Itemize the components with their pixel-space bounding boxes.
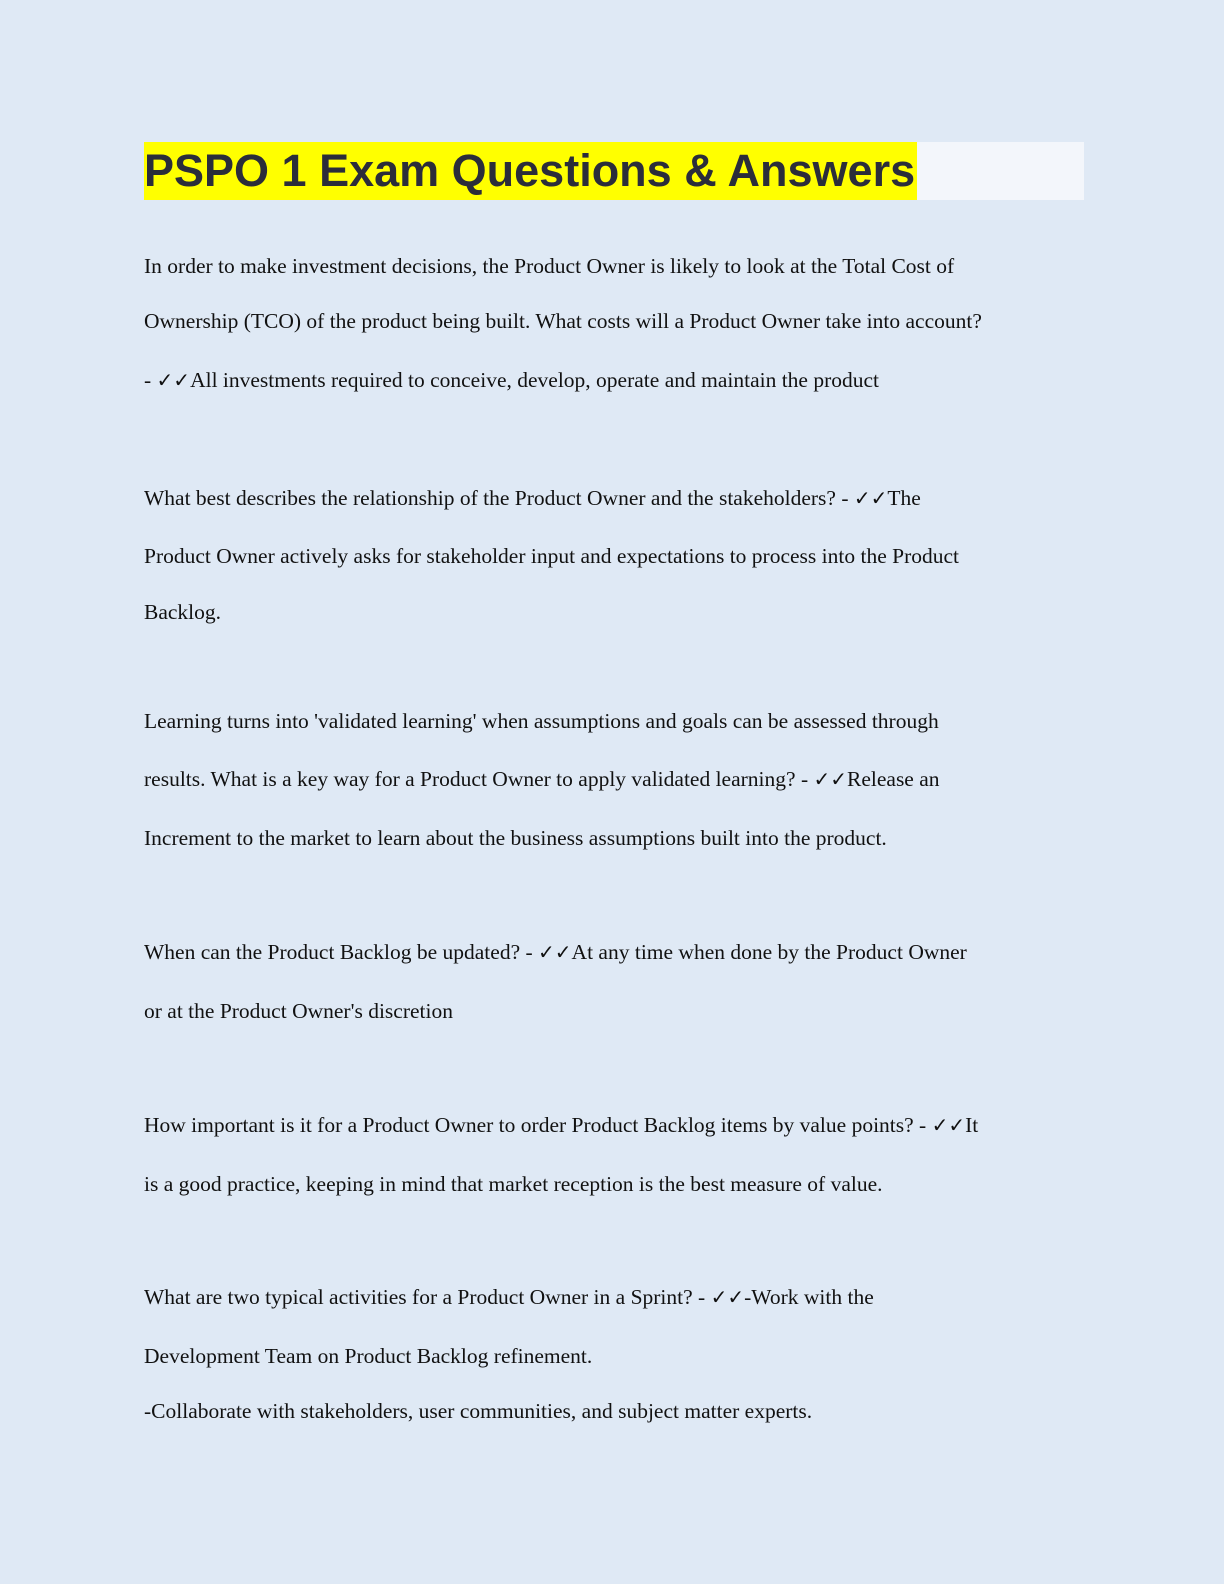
- qa-4-line-1: When can the Product Backlog be updated? - ✓✓At any time when done by the Product Owner: [144, 940, 967, 964]
- answer-text: -Work with the: [744, 1285, 874, 1309]
- answer-check-icon: ✓✓: [156, 368, 191, 392]
- qa-6-line-1: What are two typical activities for a Product Owner in a Sprint? - ✓✓-Work with the: [144, 1285, 874, 1309]
- answer-check-icon: ✓✓: [538, 940, 572, 964]
- qa-5-line-1: How important is it for a Product Owner to order Product Backlog items by value points? - ✓✓It: [144, 1113, 979, 1137]
- qa-6-line-3: -Collaborate with stakeholders, user communities, and subject matter experts.: [144, 1399, 813, 1423]
- answer-text: At any time when done by the Product Owner: [571, 940, 967, 964]
- answer-check-icon: ✓✓: [853, 486, 888, 510]
- answer-text: It: [965, 1113, 979, 1137]
- qa-6-line-2: Development Team on Product Backlog refinement.: [144, 1344, 593, 1368]
- answer-text: The: [887, 486, 921, 510]
- answer-check-icon: ✓✓: [813, 767, 847, 791]
- page-title: PSPO 1 Exam Questions & Answers: [144, 142, 917, 200]
- answer-check-icon: ✓✓: [710, 1285, 745, 1309]
- qa-2-line-2: Product Owner actively asks for stakeholder input and expectations to process into the Product: [144, 544, 960, 568]
- qa-3-line-1: Learning turns into 'validated learning' when assumptions and goals can be assessed through: [144, 709, 939, 733]
- qa-3-line-3: Increment to the market to learn about the business assumptions built into the product.: [144, 826, 887, 850]
- qa-1-line-1: In order to make investment decisions, the Product Owner is likely to look at the Total Cost of: [144, 254, 955, 278]
- qa-2-line-3: Backlog.: [144, 600, 222, 624]
- qa-2-line-1: What best describes the relationship of the Product Owner and the stakeholders? - ✓✓The: [144, 486, 921, 510]
- qa-4-line-2: or at the Product Owner's discretion: [144, 999, 453, 1023]
- qa-1-line-3: - ✓✓All investments required to conceive, develop, operate and maintain the product: [144, 368, 880, 392]
- qa-5-line-2: is a good practice, keeping in mind that market reception is the best measure of value.: [144, 1172, 883, 1196]
- answer-text: All investments required to conceive, develop, operate and maintain the product: [190, 368, 880, 392]
- qa-3-line-2: results. What is a key way for a Product Owner to apply validated learning? - ✓✓Release an: [144, 767, 940, 791]
- answer-text: Release an: [847, 767, 940, 791]
- qa-1-line-2: Ownership (TCO) of the product being built. What costs will a Product Owner take into account?: [144, 309, 982, 333]
- answer-check-icon: ✓✓: [931, 1113, 966, 1137]
